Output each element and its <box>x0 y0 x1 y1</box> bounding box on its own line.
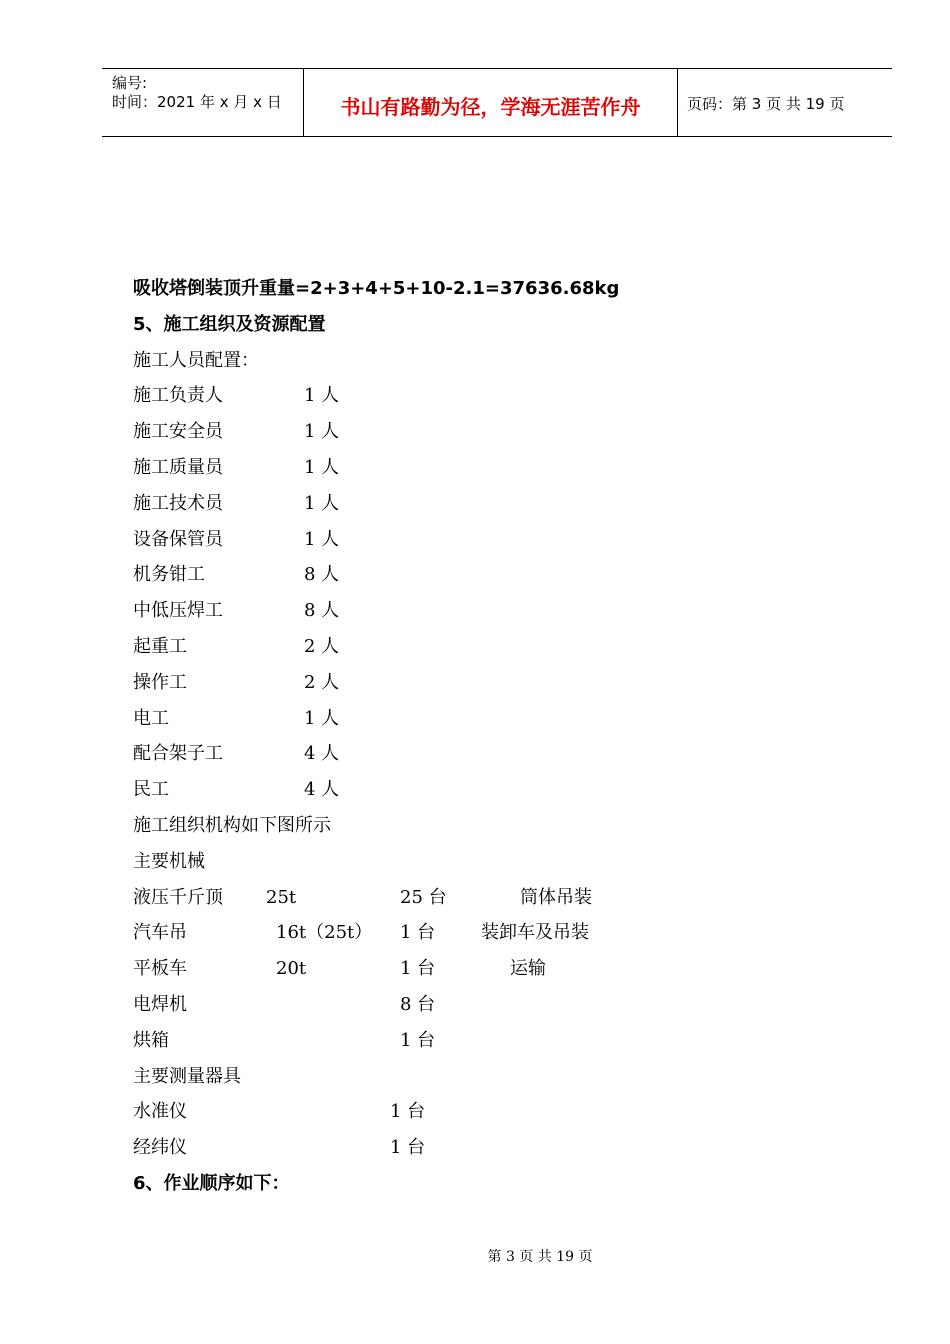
machinery-qty: 8 台 <box>400 993 436 1015</box>
machinery-use: 装卸车及吊装 <box>481 922 589 944</box>
instruments-title: 主要测量器具 <box>133 1065 241 1087</box>
document-number-label: 编号: <box>112 74 148 92</box>
staff-count: 1 人 <box>304 385 340 407</box>
staff-role: 施工质量员 <box>133 456 223 478</box>
staff-row <box>133 777 833 813</box>
machinery-name: 汽车吊 <box>133 922 187 944</box>
machinery-name: 烘箱 <box>133 1029 169 1051</box>
staff-role: 施工技术员 <box>133 492 223 514</box>
staff-role: 电工 <box>133 707 169 729</box>
instrument-qty: 1 台 <box>390 1101 426 1123</box>
staff-count: 1 人 <box>304 492 340 514</box>
page-footer: 第 3 页 共 19 页 <box>487 1249 593 1265</box>
staff-count: 4 人 <box>304 743 340 765</box>
staff-row <box>133 455 833 491</box>
staff-count: 2 人 <box>304 671 340 693</box>
machinery-row <box>133 920 833 956</box>
staff-role: 中低压焊工 <box>133 600 223 622</box>
machinery-row <box>133 992 833 1028</box>
staff-role: 施工负责人 <box>133 385 223 407</box>
staff-count: 4 人 <box>304 779 340 801</box>
header-motto: 书山有路勤为径，学海无涯苦作舟 <box>340 95 641 119</box>
document-time-label: 时间：2021 年 x 月 x 日 <box>112 93 282 111</box>
staff-role: 施工安全员 <box>133 421 223 443</box>
header-motto-cell <box>303 69 678 136</box>
machinery-name: 平板车 <box>133 958 187 980</box>
staff-count: 8 人 <box>304 600 340 622</box>
org-chart-note: 施工组织机构如下图所示 <box>133 814 331 836</box>
staff-role: 民工 <box>133 779 169 801</box>
staff-row <box>133 527 833 563</box>
staff-role: 操作工 <box>133 671 187 693</box>
staffing-title: 施工人员配置： <box>133 349 259 371</box>
instrument-name: 水准仪 <box>133 1101 187 1123</box>
staff-row <box>133 383 833 419</box>
document-body <box>133 276 833 1207</box>
staff-role: 设备保管员 <box>133 528 223 550</box>
instrument-qty: 1 台 <box>390 1137 426 1159</box>
staff-role: 配合架子工 <box>133 743 223 765</box>
instrument-row <box>133 1135 833 1171</box>
staff-count: 2 人 <box>304 635 340 657</box>
instruments-list <box>133 1099 833 1171</box>
staff-row <box>133 741 833 777</box>
machinery-row <box>133 956 833 992</box>
staff-list <box>133 383 833 813</box>
staff-row <box>133 706 833 742</box>
staff-row <box>133 670 833 706</box>
machinery-spec: 20t <box>276 958 307 980</box>
machinery-qty: 1 台 <box>400 1029 436 1051</box>
header-page-cell <box>677 69 892 136</box>
staff-row <box>133 634 833 670</box>
staff-role: 起重工 <box>133 635 187 657</box>
staff-row <box>133 562 833 598</box>
machinery-row <box>133 1028 833 1064</box>
staff-row <box>133 491 833 527</box>
page-header <box>102 68 892 137</box>
weight-formula: 吸收塔倒装顶升重量=2+3+4+5+10-2.1=37636.68kg <box>133 278 620 299</box>
machinery-qty: 1 台 <box>400 958 436 980</box>
header-page-code: 页码：第 3 页 共 19 页 <box>687 95 845 113</box>
instrument-row <box>133 1099 833 1135</box>
staff-role: 机务钳工 <box>133 564 205 586</box>
staff-count: 1 人 <box>304 528 340 550</box>
header-left-cell <box>102 69 302 136</box>
staff-row <box>133 419 833 455</box>
machinery-qty: 1 台 <box>400 922 436 944</box>
machinery-row <box>133 885 833 921</box>
staff-count: 1 人 <box>304 421 340 443</box>
staff-count: 8 人 <box>304 564 340 586</box>
staff-row <box>133 598 833 634</box>
machinery-name: 电焊机 <box>133 993 187 1015</box>
machinery-list <box>133 885 833 1064</box>
staff-count: 1 人 <box>304 707 340 729</box>
machinery-use: 运输 <box>510 958 546 980</box>
machinery-spec: 25t <box>266 886 297 908</box>
machinery-qty: 25 台 <box>400 886 447 908</box>
section-5-title: 5、施工组织及资源配置 <box>133 313 326 335</box>
machinery-title: 主要机械 <box>133 850 205 872</box>
machinery-name: 液压千斤顶 <box>133 886 223 908</box>
section-6-title: 6、作业顺序如下： <box>133 1172 290 1194</box>
machinery-use: 筒体吊装 <box>520 886 592 908</box>
instrument-name: 经纬仪 <box>133 1137 187 1159</box>
staff-count: 1 人 <box>304 456 340 478</box>
machinery-spec: 16t（25t） <box>276 922 373 944</box>
